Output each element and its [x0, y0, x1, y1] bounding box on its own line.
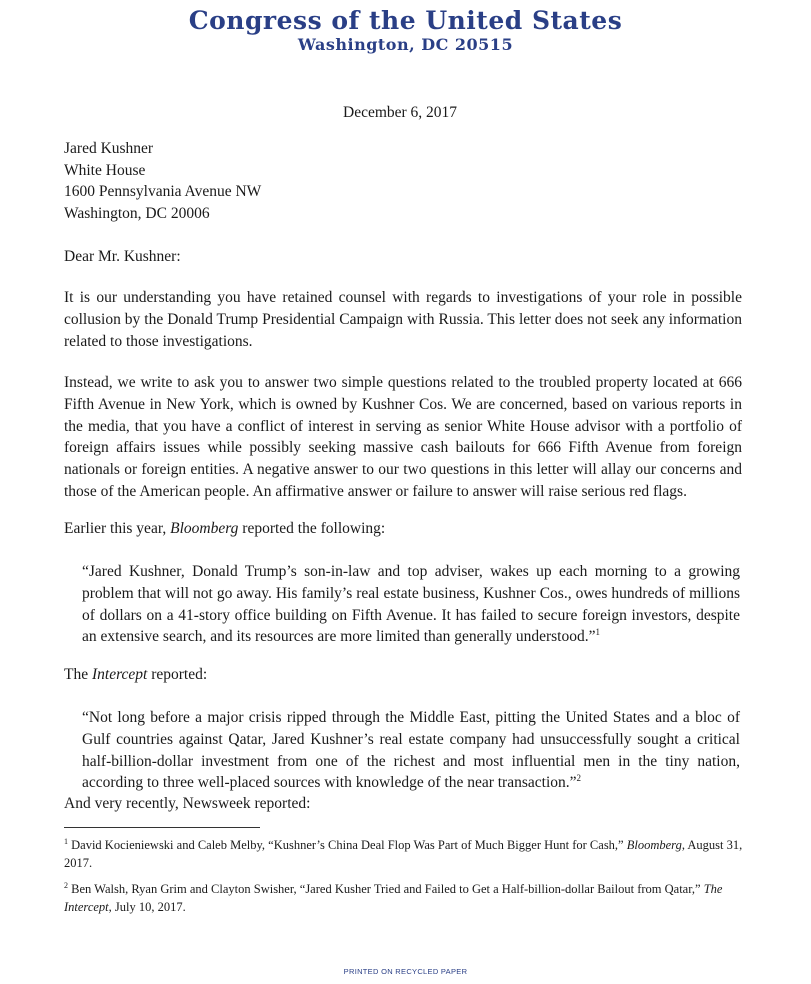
- footnote-1: [64, 836, 744, 872]
- footnote-1-text: David Kocieniewski and Caleb Melby, “Kushner’s China Deal Flop Was Part of Much Bigger Hunt for Cash,”: [68, 838, 627, 852]
- paragraph-3-lead: Earlier this year,: [64, 520, 171, 537]
- letterhead: [0, 6, 811, 54]
- recipient-name: Jared Kushner: [64, 140, 154, 157]
- bloomberg-quote: [82, 561, 740, 648]
- paragraph-3: [64, 520, 385, 538]
- paragraph-5: And very recently, Newsweek reported:: [64, 795, 311, 812]
- paragraph-3-tail: reported the following:: [238, 520, 386, 537]
- footnote-1-source: Bloomberg: [626, 838, 682, 852]
- letterhead-address: Washington, DC 20515: [297, 35, 514, 54]
- letter-date: December 6, 2017: [343, 104, 458, 121]
- paragraph-4-tail: reported:: [147, 666, 208, 683]
- footnote-divider: [64, 827, 260, 828]
- bloomberg-source: Bloomberg: [170, 520, 239, 537]
- footnote-2-date: , July 10, 2017.: [108, 900, 186, 914]
- footnote-ref-1: 1: [595, 627, 600, 638]
- footnote-2: [64, 880, 744, 916]
- footnote-2-text: Ben Walsh, Ryan Grim and Clayton Swisher, “Jared Kusher Tried and Failed to Get a Half-billion-dollar Bailout from Qatar,”: [68, 882, 704, 896]
- footnote-1-number: 1: [64, 836, 68, 846]
- paragraph-4-lead: The: [64, 666, 92, 683]
- recipient-street: 1600 Pennsylvania Avenue NW: [64, 183, 262, 200]
- intercept-quote: [82, 707, 740, 794]
- recipient-city: Washington, DC 20006: [64, 204, 210, 222]
- footnote-ref-2: 2: [576, 773, 582, 784]
- salutation: Dear Mr. Kushner:: [64, 248, 181, 265]
- intercept-quote-text: “Not long before a major crisis ripped through the Middle East, pitting the United States and a bloc of Gulf countries against Qatar, Jared Kushner’s real estate company had unsuccessfully sought a critical half-billion-dollar investment from one of the richest and most influential men in the tiny nation, according to three well-placed sources with knowledge of the near transaction.”: [82, 709, 740, 792]
- paragraph-4: [64, 666, 207, 684]
- footnote-2-number: 2: [64, 880, 68, 890]
- paragraph-2: Instead, we write to ask you to answer two simple questions related to the troubled property located at 666 Fifth Avenue in New York, which is owned by Kushner Cos. We are concerned, based on various reports in the media, that you have a conflict of interest in serving as senior White House advisor with a portfolio of foreign affairs issues while possibly seeking massive cash bailouts for 666 Fifth Avenue from foreign nationals or foreign entities. A negative answer to our two questions in this letter will allay our concerns and those of the American people. An affirmative answer or failure to answer will raise serious red flags.: [64, 374, 742, 500]
- recycled-paper-note: PRINTED ON RECYCLED PAPER: [343, 967, 468, 976]
- paragraph-1: It is our understanding you have retained counsel with regards to investigations of your role in possible collusion by the Donald Trump Presidential Campaign with Russia. This letter does not seek any information related to those investigations.: [64, 289, 742, 350]
- bloomberg-quote-text: “Jared Kushner, Donald Trump’s son-in-law and top adviser, wakes up each morning to a growing problem that will not go away. His family’s real estate business, Kushner Cos., owes hundreds of millions of dollars on a 41-story office building on Fifth Avenue. It has failed to secure foreign investors, despite an extensive search, and its resources are more limited than generally understood.”: [82, 563, 740, 646]
- recipient-org: White House: [64, 161, 146, 179]
- footnote-2-source: The Intercept: [64, 882, 723, 914]
- intercept-source: Intercept: [91, 666, 148, 683]
- letterhead-title: Congress of the United States: [188, 6, 623, 35]
- footnote-1-date: , August 31, 2017.: [64, 838, 743, 870]
- recipient-address: [64, 138, 261, 224]
